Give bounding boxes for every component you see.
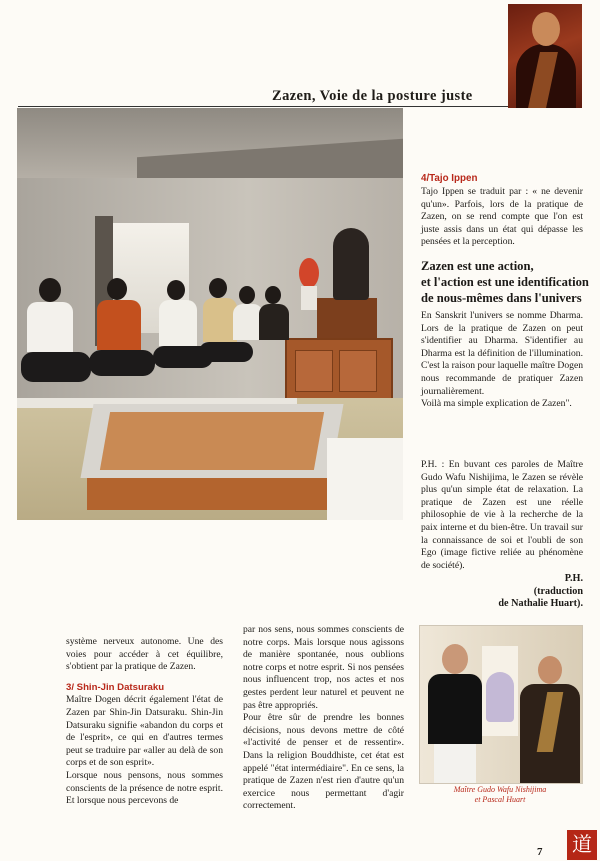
subheading-line: et l'action est une identification	[421, 275, 589, 289]
page-header-title: Zazen, Voie de la posture juste	[272, 88, 473, 104]
section3-paragraph: Lorsque nous pensons, nous sommes conscients de la présence de notre esprit. Et lorsque nous percevons de	[66, 769, 223, 807]
portrait-image	[508, 4, 582, 108]
page-number: 7	[537, 846, 543, 858]
dojo-photo	[17, 108, 403, 520]
signature-initials: P.H.	[564, 573, 583, 584]
signature-translator: de Nathalie Huart).	[498, 598, 583, 610]
section3-paragraph: Maître Dogen décrit également l'état de Zazen par Shin-Jin Datsuraku. Shin-Jin Datsuraku signifie «abandon du corps et de l'esprit», ce qui en d'autres termes peut se traduire par «aller au delà de son corps et de son esprit».	[66, 694, 223, 769]
dharma-closing: Voilà ma simple explication de Zazen".	[421, 398, 572, 410]
column-middle-paragraph: par nos sens, nous sommes conscients de notre corps. Mais lorsque nous agissons de manière spontanée, nous oublions notre corps et notre esprit. Si nos pensées nous influencent trop, nos actes et nos gestes perdent leur naturel et peuvent ne pas être appropriés.	[243, 624, 404, 711]
column-middle	[243, 624, 404, 813]
section4-heading: 4/Tajo Ippen	[421, 173, 478, 184]
subheading-line: de nous-mêmes dans l'univers	[421, 291, 582, 305]
column-middle-paragraph: Pour être sûr de prendre les bonnes décisions, nous devons mettre de côté «l'activité de penser et de ressentir». Dans la religion Bouddhiste, cet état est appelé "état intermédiaire". En ce sens, la pratique de Zazen n'est rien d'autre qu'un exercice nous permettant d'agir correctement.	[243, 712, 404, 812]
ph-paragraph: P.H. : En buvant ces paroles de Maître Gudo Wafu Nishijima, le Zazen se révèle plus qu'un simple état de relaxation. La pratique de Zazen est une réelle philosophie de vie à la recherche de la paix interne et du bien-être. Un travail sur la connaissance de soi et l'oubli de son Ego (image fictive reliée au phénomène de société).	[421, 459, 583, 571]
section4-paragraph: Tajo Ippen se traduit par : « ne devenir qu'un». Parfois, lors de la pratique de Zazen, on se rend compte que l'on est juste assis dans un état qui dépasse les pensées et la perception.	[421, 186, 583, 248]
people-photo	[419, 625, 583, 784]
section3-heading: 3/ Shin-Jin Datsuraku	[66, 681, 165, 693]
dharma-paragraph: En Sanskrit l'univers se nomme Dharma. Lors de la pratique de Zazen on peut s'identifier au Dharma. S'identifier au Dharma est la définition de l'illumination. C'est la raison pour laquelle maître Dogen nous recommande de pratiquer Zazen journalièrement.	[421, 310, 583, 397]
signature	[421, 573, 583, 611]
photo-caption-line: et Pascal Huart	[474, 795, 526, 804]
ph-section	[421, 459, 583, 572]
header-divider	[18, 106, 508, 107]
subheading-line: Zazen est une action,	[421, 259, 534, 273]
section4-body	[421, 186, 583, 249]
signature-translation: (traduction	[533, 585, 583, 597]
column-left	[66, 636, 223, 808]
subheading	[421, 258, 591, 306]
dharma-section	[421, 310, 583, 411]
photo-caption	[419, 785, 581, 805]
photo-caption-line: Maître Gudo Wafu Nishijima	[453, 785, 547, 794]
logo-stamp-icon: 道	[567, 830, 597, 860]
column-left-intro: système nerveux autonome. Une des voies pour accéder à cet équilibre, s'obtient par la pratique de Zazen.	[66, 636, 223, 673]
